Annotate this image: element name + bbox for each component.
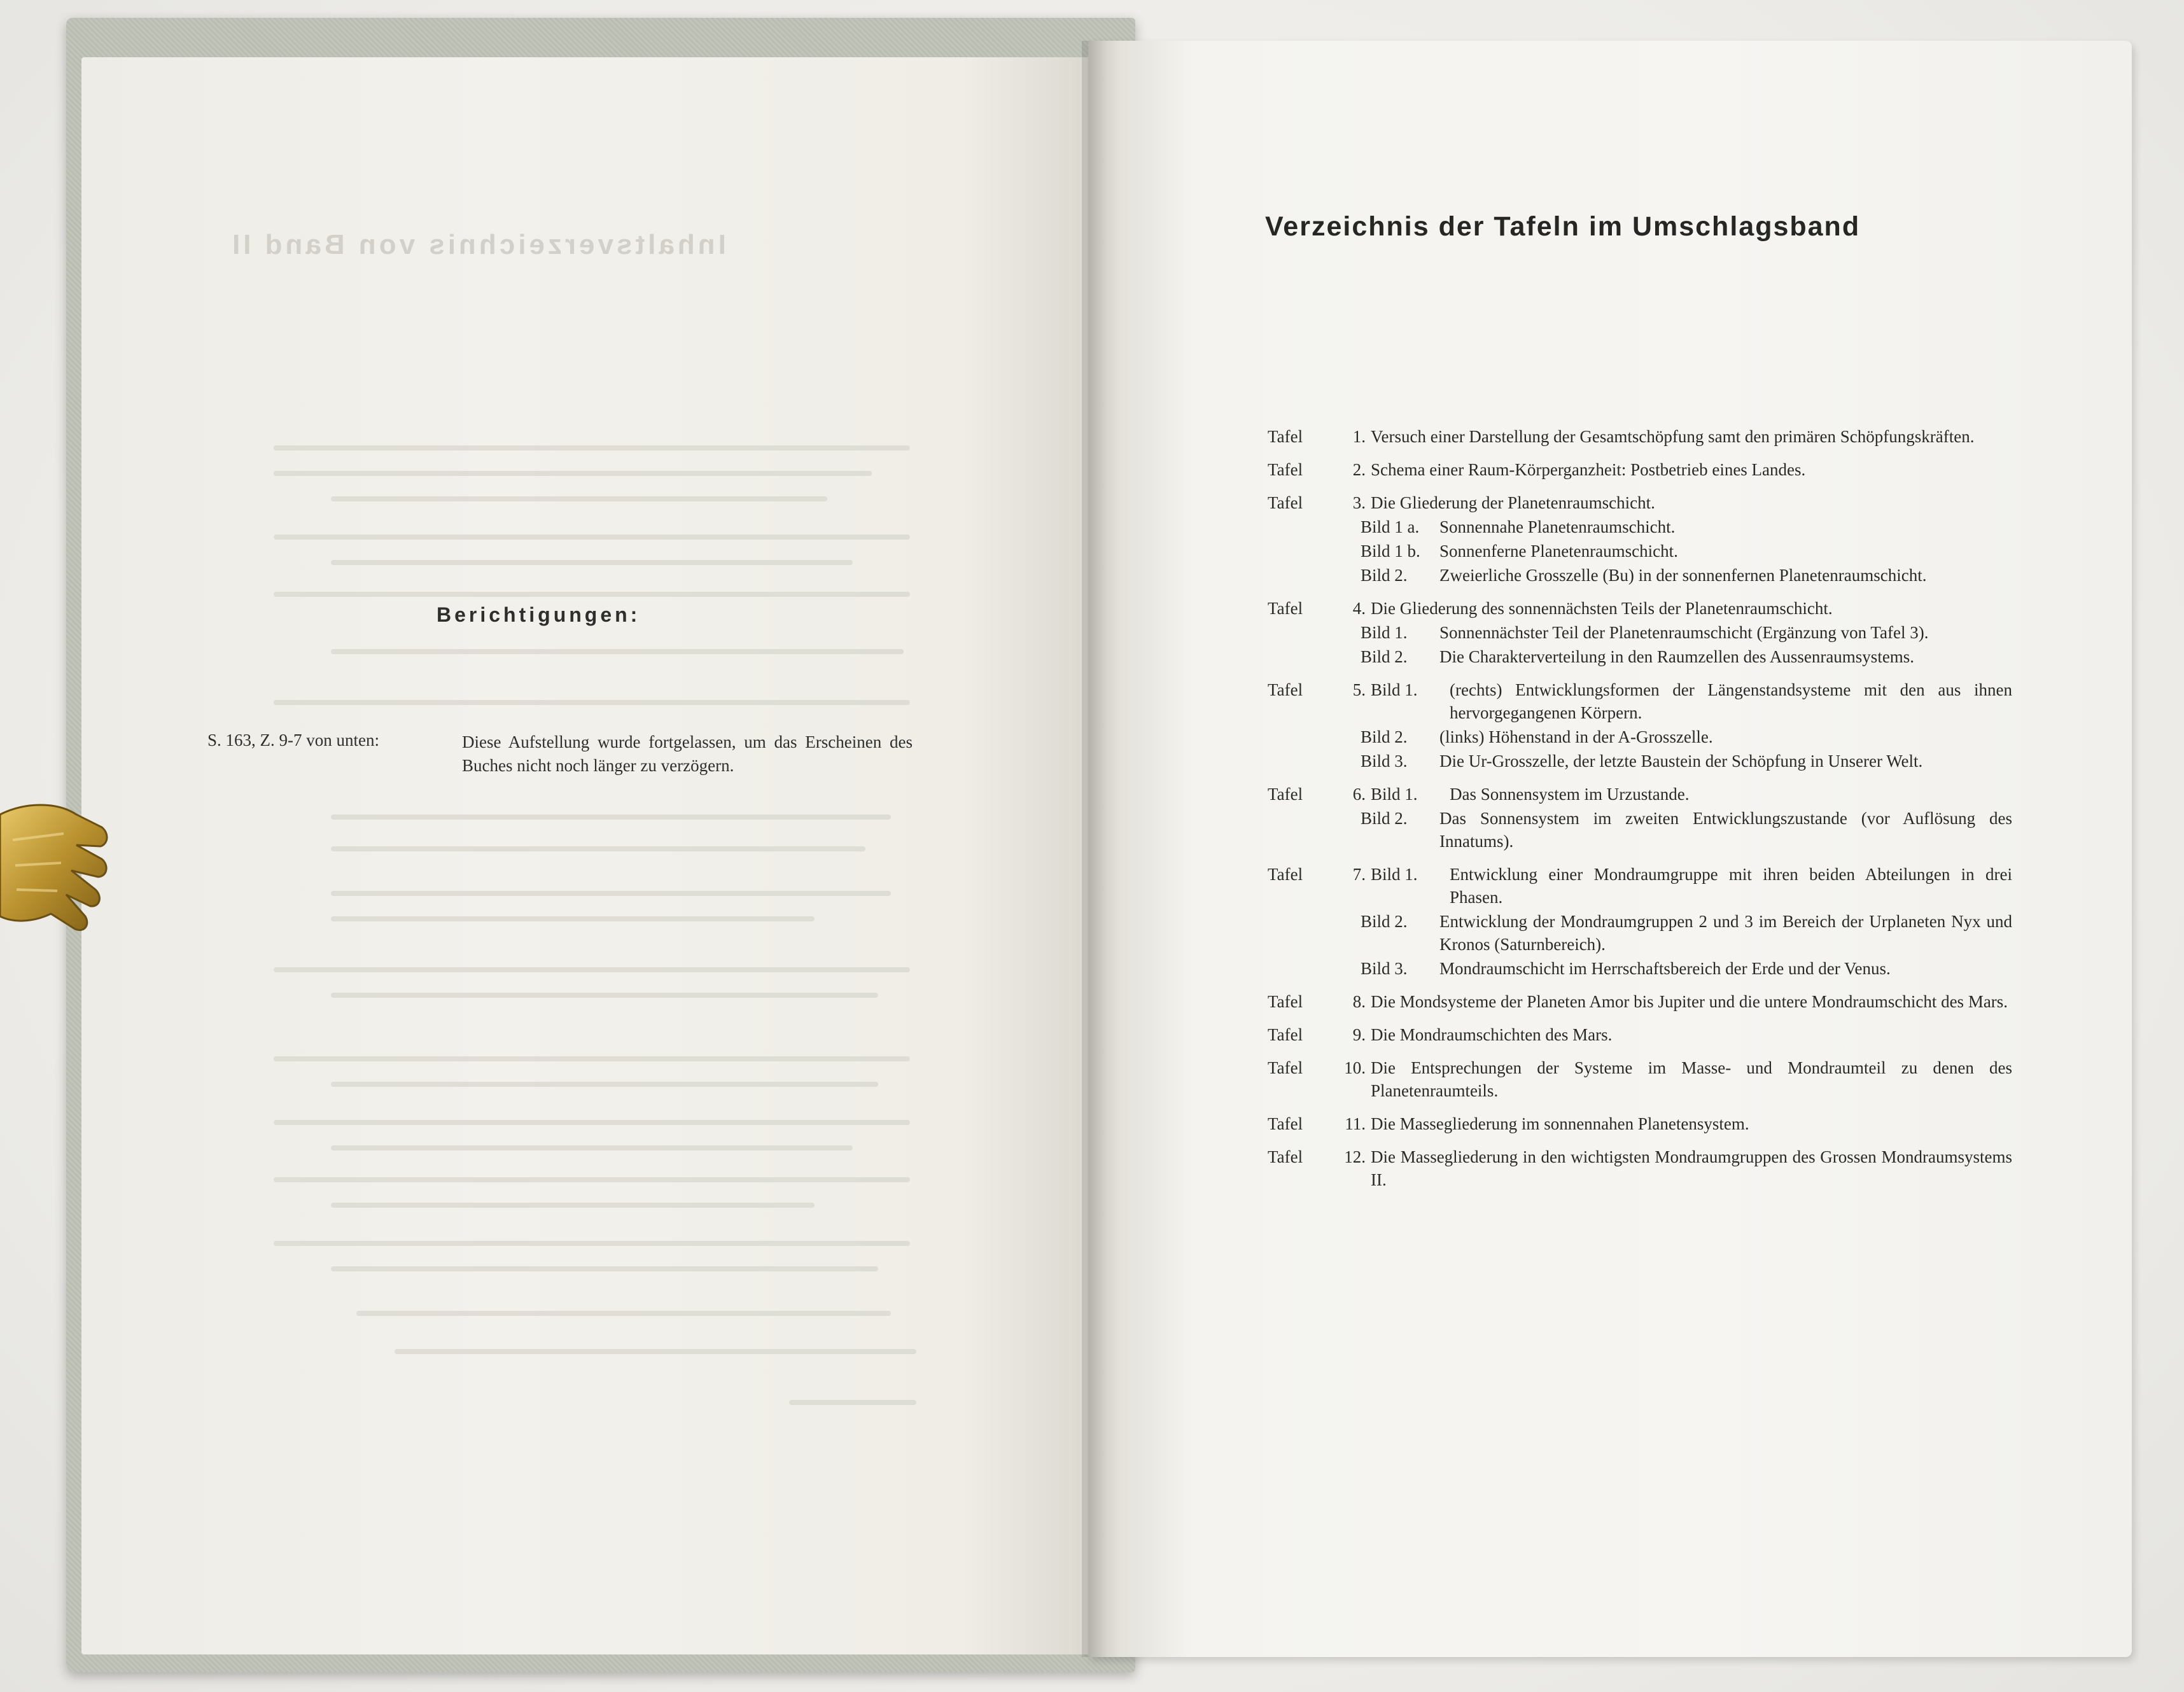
- figure-label: Bild 1 a.: [1361, 517, 1420, 536]
- plate-label: Tafel: [1268, 680, 1303, 699]
- plate-label: Tafel: [1268, 1114, 1303, 1133]
- figure-caption: Die Charakterverteilung in den Raumzellen des Aussenraumsystems.: [1439, 647, 1915, 666]
- plate-title: Die Massegliederung im sonnennahen Planetensystem.: [1371, 1114, 1749, 1133]
- plate-title: Die Entsprechungen der Systeme im Masse- und Mondraumteil zu denen des Planetenraumteils.: [1371, 1058, 2012, 1100]
- plate-title: Die Mondsysteme der Planeten Amor bis Jupiter und die untere Mondraumschicht des Mars.: [1371, 992, 2008, 1011]
- book-gutter: [1082, 41, 1107, 1657]
- figure-label: Bild 2.: [1361, 912, 1408, 931]
- plate-entry: [1268, 1023, 2012, 1046]
- plate-number: 2.: [1352, 460, 1366, 479]
- plate-entry: [1268, 1056, 2012, 1102]
- figure-caption: Entwicklung einer Mondraumgruppe mit ihren beiden Abteilungen in drei Phasen.: [1450, 865, 2012, 907]
- figure-caption: (rechts) Entwicklungsformen der Längenstandsysteme mit den aus ihnen hervorgegangenen Körpern.: [1450, 680, 2012, 722]
- figure-label: Bild 2.: [1361, 809, 1408, 828]
- plate-label: Tafel: [1268, 493, 1303, 512]
- plate-number: 10.: [1344, 1058, 1366, 1077]
- plate-entry: [1268, 1112, 2012, 1135]
- figure-caption: (links) Höhenstand in der A-Grosszelle.: [1439, 727, 1713, 746]
- plate-title: Die Gliederung der Planetenraumschicht.: [1371, 493, 1655, 512]
- plate-number: 6.: [1352, 785, 1366, 804]
- plate-number: 5.: [1352, 680, 1366, 699]
- plate-label: Tafel: [1268, 599, 1303, 618]
- figure-caption: Entwicklung der Mondraumgruppen 2 und 3 im Bereich der Urplaneten Nyx und Kronos (Saturnbereich).: [1439, 912, 2012, 954]
- plate-entry: [1268, 783, 2012, 853]
- errata-title: Berichtigungen:: [437, 603, 641, 626]
- figure-label: Bild 2.: [1361, 566, 1408, 585]
- plate-number: 12.: [1344, 1147, 1366, 1166]
- figure-label: Bild 3.: [1361, 752, 1408, 771]
- plate-number: 1.: [1352, 427, 1366, 446]
- plate-number: 3.: [1352, 493, 1366, 512]
- plate-number: 11.: [1345, 1114, 1366, 1133]
- plate-entry: [1268, 491, 2012, 587]
- plate-title: Die Gliederung des sonnennächsten Teils der Planetenraumschicht.: [1371, 599, 1833, 618]
- figure-caption: Sonnennahe Planetenraumschicht.: [1439, 517, 1676, 536]
- figure-label: Bild 2.: [1361, 727, 1408, 746]
- plate-entry: [1268, 458, 2012, 481]
- plate-entry: [1268, 678, 2012, 773]
- figure-label: Bild 1.: [1371, 680, 1418, 699]
- figure-caption: Sonnennächster Teil der Planetenraumschicht (Ergänzung von Tafel 3).: [1439, 623, 1929, 642]
- plate-entry: [1268, 990, 2012, 1013]
- toc-title: Verzeichnis der Tafeln im Umschlagsband: [1265, 211, 1861, 242]
- figure-caption: Mondraumschicht im Herrschaftsbereich der Erde und der Venus.: [1439, 959, 1891, 978]
- plate-title: Die Mondraumschichten des Mars.: [1371, 1025, 1613, 1044]
- figure-label: Bild 1 b.: [1361, 542, 1420, 561]
- plate-label: Tafel: [1268, 785, 1303, 804]
- plate-entry: [1268, 863, 2012, 980]
- brass-hand-clip-icon: [0, 789, 115, 954]
- errata-reference: S. 163, Z. 9-7 von unten:: [207, 731, 379, 750]
- figure-label: Bild 1.: [1361, 623, 1408, 642]
- plate-label: Tafel: [1268, 427, 1303, 446]
- plate-number: 7.: [1352, 865, 1366, 884]
- plate-title: Versuch einer Darstellung der Gesamtschöpfung samt den primären Schöpfungskräften.: [1371, 427, 1975, 446]
- figure-label: Bild 1.: [1371, 865, 1418, 884]
- plate-number: 9.: [1352, 1025, 1366, 1044]
- show-through-title: Inhaltsverzeichnis von Band II: [229, 229, 726, 260]
- plate-label: Tafel: [1268, 865, 1303, 884]
- plate-label: Tafel: [1268, 1025, 1303, 1044]
- plate-entry: [1268, 1145, 2012, 1191]
- figure-label: Bild 2.: [1361, 647, 1408, 666]
- plate-entry: [1268, 425, 2012, 448]
- plate-label: Tafel: [1268, 1147, 1303, 1166]
- figure-label: Bild 1.: [1371, 785, 1418, 804]
- plate-title: Die Massegliederung in den wichtigsten Mondraumgruppen des Grossen Mondraumsystems II.: [1371, 1147, 2012, 1189]
- figure-caption: Das Sonnensystem im zweiten Entwicklungszustande (vor Auflösung des Innatums).: [1439, 809, 2012, 851]
- plate-label: Tafel: [1268, 992, 1303, 1011]
- plate-label: Tafel: [1268, 460, 1303, 479]
- figure-caption: Sonnenferne Planetenraumschicht.: [1439, 542, 1678, 561]
- figure-caption: Zweierliche Grosszelle (Bu) in der sonnenfernen Planetenraumschicht.: [1439, 566, 1927, 585]
- plate-label: Tafel: [1268, 1058, 1303, 1077]
- left-page: [81, 57, 1117, 1654]
- plate-number: 8.: [1352, 992, 1366, 1011]
- plates-list: [1268, 425, 2012, 1201]
- plate-entry: [1268, 597, 2012, 668]
- figure-caption: Die Ur-Grosszelle, der letzte Baustein der Schöpfung in Unserer Welt.: [1439, 752, 1923, 771]
- figure-label: Bild 3.: [1361, 959, 1408, 978]
- plate-title: Schema einer Raum-Körperganzheit: Postbetrieb eines Landes.: [1371, 460, 1806, 479]
- plate-number: 4.: [1352, 599, 1366, 618]
- errata-text: Diese Aufstellung wurde fortgelassen, um das Erscheinen des Buches nicht noch länger zu verzögern.: [462, 732, 913, 775]
- figure-caption: Das Sonnensystem im Urzustande.: [1450, 785, 1690, 804]
